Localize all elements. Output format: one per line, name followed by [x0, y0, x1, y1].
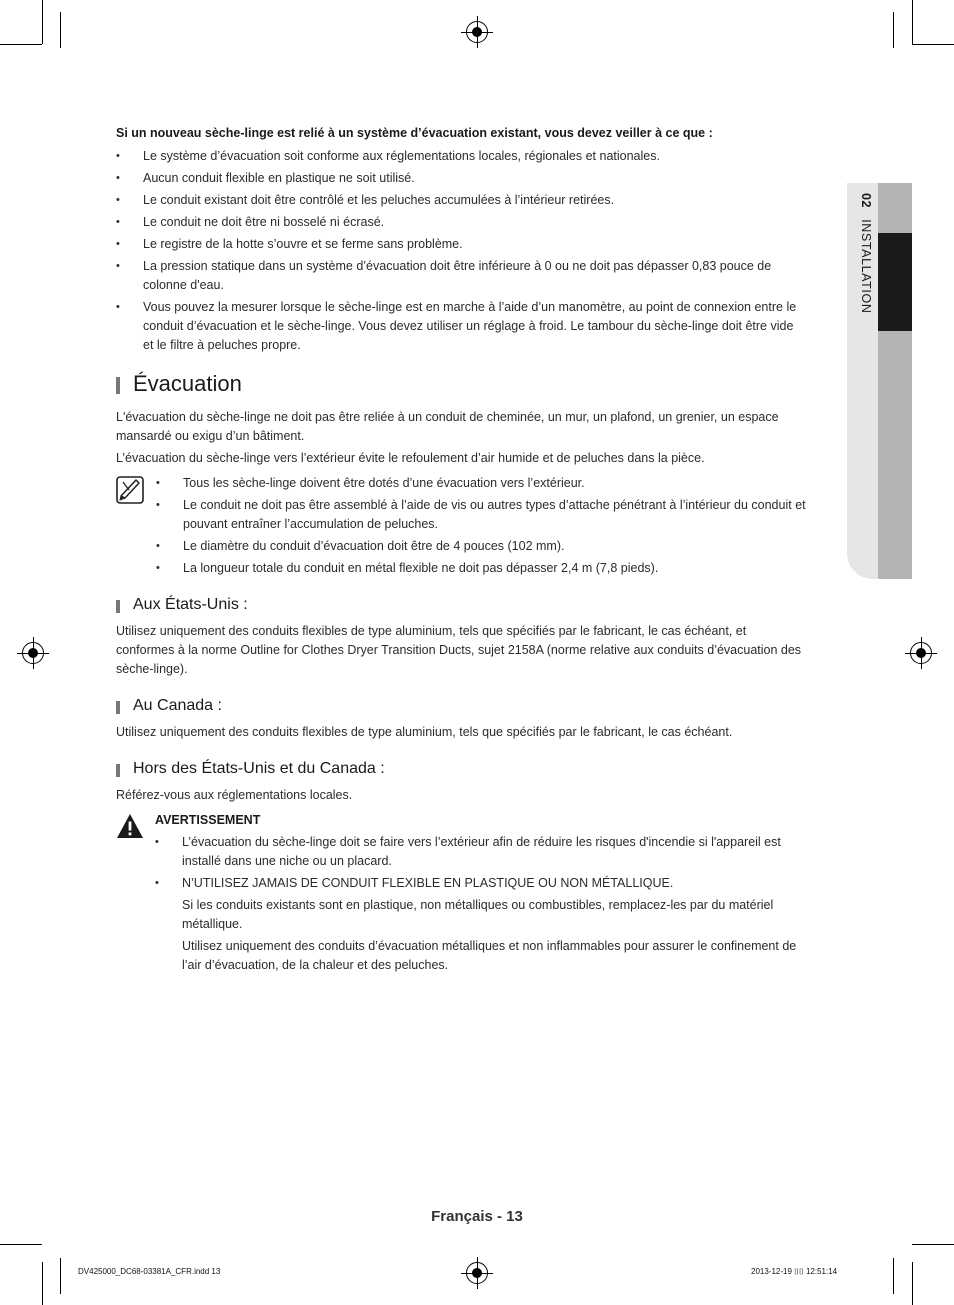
list-item: • Le conduit ne doit être ni bosselé ni écrasé.: [116, 213, 806, 232]
chapter-title: INSTALLATION: [859, 219, 873, 314]
intro-list: [116, 147, 806, 355]
list-item: • L’évacuation du sèche-linge doit se faire vers l’extérieur afin de réduire les risques d'incendie si l'appareil est installé dans une niche ou un placard.: [155, 833, 806, 871]
list-item: • La pression statique dans un système d’évacuation doit être inférieure à 0 ou ne doit pas dépasser 0,83 pouce de colonne d'eau.: [116, 257, 806, 295]
crop-mark: [60, 1258, 61, 1294]
warning-continuation: Si les conduits existants sont en plastique, non métalliques ou combustibles, remplacez-les par du matériel métallique.: [182, 898, 774, 931]
crop-mark: [912, 1262, 913, 1305]
paragraph: Utilisez uniquement des conduits flexibles de type aluminium, tels que spécifiés par le fabricant, le cas échéant.: [116, 725, 733, 739]
chapter-side-tab: [847, 183, 912, 579]
page-number: Français - 13: [431, 1208, 523, 1225]
print-slug-date: 2013-12-19 ⌷⌷ 12:51:14: [751, 1267, 838, 1276]
subsection-title-text: Aux États-Unis :: [133, 596, 248, 613]
note-pencil-icon: [116, 476, 144, 504]
warning-continuation: Utilisez uniquement des conduits d’évacuation métalliques et non inflammables pour assurer le confinement de l’air d’évacuation, de la chaleur et des peluches.: [182, 939, 797, 972]
list-item: • Le conduit ne doit pas être assemblé à l’aide de vis ou autres types d’attache pénétrant à l’intérieur du conduit et pouvant entraîner l’accumulation de peluches.: [156, 496, 806, 534]
list-item: • La longueur totale du conduit en métal flexible ne doit pas dépasser 2,4 m (7,8 pieds).: [156, 559, 806, 578]
warning-list: [155, 833, 806, 893]
print-slug-file: DV425000_DC68-03381A_CFR.indd 13: [78, 1267, 221, 1276]
list-item: • Le conduit existant doit être contrôlé et les peluches accumulées à l’intérieur retirées.: [116, 191, 806, 210]
crop-mark: [893, 12, 894, 48]
warning-box: [116, 811, 806, 975]
registration-mark-icon: [22, 642, 44, 664]
registration-mark-icon: [466, 21, 488, 43]
heading-bar: [116, 600, 120, 613]
subsection-title-text: Hors des États-Unis et du Canada :: [133, 760, 385, 777]
list-item: • Vous pouvez la mesurer lorsque le sèche-linge est en marche à l’aide d’un manomètre, au point de connexion entre le conduit d’évacuation et le sèche-linge. Vous devez utiliser un réglage à froid. Le tambour du sèche-linge doit être vide et le filtre à peluches propre.: [116, 298, 806, 355]
registration-mark-icon: [466, 1262, 488, 1284]
paragraph: Utilisez uniquement des conduits flexibles de type aluminium, tels que spécifiés par le fabricant, le cas échéant, et conformes à la norme Outline for Clothes Dryer Transition Ducts, sujet 2158A (norme relative aux conduits d’évacuation des sèche-linge).: [116, 624, 802, 676]
subsection-title-other: [116, 758, 806, 780]
registration-mark-icon: [910, 642, 932, 664]
list-item: • Le diamètre du conduit d’évacuation doit être de 4 pouces (102 mm).: [156, 537, 806, 556]
note-list: [156, 474, 806, 578]
paragraph: Référez-vous aux réglementations locales.: [116, 788, 353, 802]
crop-mark: [42, 0, 43, 44]
page-content: [116, 124, 806, 978]
section-title-evacuation: [116, 369, 806, 399]
crop-mark: [60, 12, 61, 48]
intro-lead: Si un nouveau sèche-linge est relié à un système d’évacuation existant, vous devez veiller à ce que :: [116, 126, 713, 140]
heading-bar: [116, 377, 120, 394]
paragraph: L'évacuation du sèche-linge ne doit pas être reliée à un conduit de cheminée, un mur, un plafond, un grenier, un espace mansardé ou exigu d’un bâtiment.: [116, 410, 779, 443]
subsection-title-usa: [116, 594, 806, 616]
crop-mark: [0, 1244, 42, 1245]
warning-title: AVERTISSEMENT: [155, 813, 261, 827]
section-title-text: Évacuation: [133, 371, 242, 396]
crop-mark: [912, 1244, 954, 1245]
chapter-number: 02: [859, 193, 873, 209]
subsection-title-canada: [116, 695, 806, 717]
heading-bar: [116, 764, 120, 777]
crop-mark: [42, 1262, 43, 1305]
subsection-title-text: Au Canada :: [133, 697, 222, 714]
heading-bar: [116, 701, 120, 714]
crop-mark: [893, 1258, 894, 1294]
warning-triangle-icon: [116, 813, 144, 839]
list-item: • Tous les sèche-linge doivent être dotés d’une évacuation vers l’extérieur.: [156, 474, 806, 493]
list-item: • Le système d’évacuation soit conforme aux réglementations locales, régionales et nationales.: [116, 147, 806, 166]
note-box: [116, 474, 806, 578]
list-item: • N’UTILISEZ JAMAIS DE CONDUIT FLEXIBLE EN PLASTIQUE OU NON MÉTALLIQUE.: [155, 874, 806, 893]
crop-mark: [912, 0, 913, 44]
side-tab-label: [853, 193, 873, 343]
crop-mark: [912, 44, 954, 45]
list-item: • Le registre de la hotte s’ouvre et se ferme sans problème.: [116, 235, 806, 254]
side-tab-marker: [878, 233, 912, 331]
crop-mark: [0, 44, 42, 45]
list-item: • Aucun conduit flexible en plastique ne soit utilisé.: [116, 169, 806, 188]
paragraph: L’évacuation du sèche-linge vers l’extérieur évite le refoulement d’air humide et de peluches dans la pièce.: [116, 451, 705, 465]
